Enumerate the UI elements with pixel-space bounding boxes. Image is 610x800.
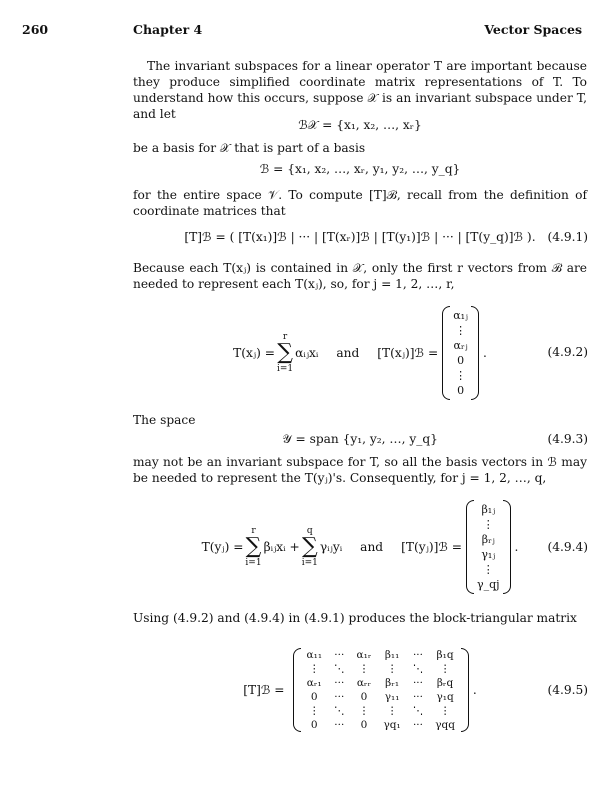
paragraph-5: The space	[133, 413, 196, 427]
matrix-entry: ⋮	[386, 663, 398, 675]
paragraph-2: be a basis for 𝒳 that is part of a basis	[133, 141, 366, 155]
matrix-entry: β₁q	[436, 649, 454, 661]
chapter-label: Chapter 4	[133, 22, 203, 37]
matrix-entry: ···	[334, 649, 345, 661]
equation-4-9-5: [T]ℬ = α₁₁ ··· α₁ᵣ β₁₁ ··· β₁q ⋮ ⋱ ⋮ ⋮ ⋱ ⋮ αᵣ₁ ··· αᵣᵣ βᵣ₁ ··· βᵣq 0 ··· 0 γ₁₁ ··· γ₁q ⋮ ⋱ ⋮ ⋮ ⋱ ⋮ 0 ··· 0 γq₁ ··· γqq .	[243, 649, 477, 731]
equation-4-9-2: T(xⱼ) = r ∑ i=1 αᵢⱼxᵢ and [T(xⱼ)]ℬ = α₁ⱼ ⋮ αᵣⱼ 0 ⋮ 0 .	[133, 298, 587, 408]
vector-entry: ⋮	[482, 563, 494, 576]
equation-basis: ℬ = {x₁, x₂, …, xᵣ, y₁, y₂, …, y_q}	[259, 162, 461, 176]
paragraph-1: The invariant subspaces for a linear operator T are important because they produce simplified coordinate matrix representations of T. To understand how this occurs, suppose 𝒳 is an invariant subspace under T, and let	[133, 59, 587, 121]
matrix-entry: α₁₁	[306, 649, 323, 661]
matrix-entry: ⋱	[412, 705, 424, 717]
matrix-entry: ···	[412, 677, 423, 689]
matrix-entry: 0	[360, 719, 368, 731]
sum-top: r	[282, 332, 288, 342]
sum-symbol: r ∑ i=1	[245, 526, 262, 568]
equation-number-1: (4.9.1)	[547, 230, 588, 244]
matrix-row	[301, 704, 461, 718]
vector-entry: γ_qj	[477, 578, 500, 591]
and-word: and	[336, 346, 360, 360]
eq5-lhs: [T]ℬ =	[243, 683, 285, 697]
matrix-entry: αᵣᵣ	[356, 677, 372, 689]
matrix-entry: ⋮	[386, 705, 398, 717]
vector-entry: ⋮	[482, 518, 494, 531]
matrix-entry: ···	[412, 719, 423, 731]
paragraph-6: may not be an invariant subspace for T, so all the basis vectors in ℬ may be needed to represent the T(yⱼ)'s. Consequently, for j = 1, 2, …, q,	[133, 455, 587, 485]
matrix-entry: ⋮	[439, 663, 451, 675]
matrix-entry: γqq	[435, 719, 455, 731]
equation-number-3: (4.9.3)	[547, 432, 588, 446]
sum-symbol: r ∑ i=1	[276, 332, 294, 374]
eq4-lhs: T(yⱼ) =	[201, 540, 244, 554]
paragraph-7: Using (4.9.2) and (4.9.4) in (4.9.1) produces the block-triangular matrix	[133, 611, 577, 625]
equation-4-9-1: [T]ℬ = ( [T(x₁)]ℬ | ··· | [T(xᵣ)]ℬ | [T(y₁)]ℬ | ··· | [T(y_q)]ℬ ).	[184, 230, 536, 244]
alpha-vector	[442, 306, 479, 400]
matrix-entry: ···	[334, 677, 345, 689]
section-title: Vector Spaces	[484, 22, 582, 37]
beta-gamma-vector	[466, 500, 511, 594]
vector-entry: γ₁ⱼ	[481, 548, 496, 561]
block-triangular-matrix	[293, 648, 469, 732]
equation-number-5: (4.9.5)	[547, 683, 588, 697]
matrix-entry: ⋮	[358, 663, 370, 675]
equation-4-9-4: T(yⱼ) = r ∑ i=1 βᵢⱼxᵢ + q ∑ i=1 γᵢⱼyᵢ and [T(yⱼ)]ℬ = β₁ⱼ ⋮ βᵣⱼ γ₁ⱼ ⋮ γ_qj .	[133, 492, 587, 602]
matrix-entry: ⋮	[309, 663, 320, 675]
matrix-entry: ⋮	[439, 705, 451, 717]
matrix-entry: 0	[360, 691, 368, 703]
matrix-row	[301, 676, 461, 690]
eq2-lhs: T(xⱼ) =	[233, 346, 275, 360]
matrix-entry: γ₁q	[436, 691, 454, 703]
matrix-row	[301, 690, 461, 704]
equation-basis-x: ℬ𝒳 = {x₁, x₂, …, xᵣ}	[298, 118, 422, 132]
matrix-entry: 0	[310, 691, 318, 703]
eq4-rhs: [T(yⱼ)]ℬ =	[401, 540, 463, 554]
matrix-entry: 0	[310, 719, 318, 731]
matrix-entry: ···	[412, 691, 423, 703]
vector-entry: 0	[457, 384, 465, 397]
sum-bottom: i=1	[276, 364, 294, 374]
paragraph-4: Because each T(xⱼ) is contained in 𝒳, only the first r vectors from ℬ are needed to represent each T(xⱼ), so, for j = 1, 2, …, r,	[133, 261, 587, 291]
matrix-entry: ⋮	[309, 705, 320, 717]
vector-entry: 0	[457, 354, 465, 367]
page-number: 260	[22, 22, 49, 37]
matrix-entry: βᵣ₁	[385, 677, 400, 689]
vector-entry: α₁ⱼ	[453, 309, 468, 322]
matrix-entry: ⋱	[412, 663, 424, 675]
equation-number-2: (4.9.2)	[547, 345, 588, 359]
and-word: and	[360, 540, 384, 554]
matrix-entry: βᵣq	[436, 677, 454, 689]
sum-symbol: q ∑ i=1	[301, 526, 318, 568]
equation-number-4: (4.9.4)	[547, 540, 588, 554]
equation-4-9-3: 𝒴 = span {y₁, y₂, …, y_q}	[282, 432, 438, 446]
matrix-entry: γ₁₁	[384, 691, 400, 703]
matrix-entry: ⋱	[334, 705, 345, 717]
matrix-entry: γq₁	[383, 719, 401, 731]
matrix-row	[301, 662, 461, 676]
matrix-entry: ···	[334, 691, 345, 703]
matrix-row	[301, 718, 461, 732]
vector-entry: ⋮	[455, 369, 467, 382]
eq4-sum-term-2: γᵢⱼyᵢ	[319, 540, 343, 554]
eq2-rhs: [T(xⱼ)]ℬ =	[377, 346, 439, 360]
sum-top: q	[306, 526, 313, 536]
vector-entry: βᵣⱼ	[481, 533, 495, 546]
matrix-entry: β₁₁	[384, 649, 400, 661]
eq4-sum-term-1: βᵢⱼxᵢ +	[263, 540, 300, 554]
vector-entry: αᵣⱼ	[453, 339, 468, 352]
sum-bottom: i=1	[245, 558, 262, 568]
matrix-entry: αᵣ₁	[306, 677, 322, 689]
paragraph-3: for the entire space 𝒱. To compute [T]ℬ, recall from the definition of coordinate matrices that	[133, 188, 587, 218]
eq2-sum-term: αᵢⱼxᵢ	[295, 346, 319, 360]
matrix-entry: ···	[334, 719, 345, 731]
vector-entry: β₁ⱼ	[481, 503, 496, 516]
matrix-entry: ⋮	[358, 705, 370, 717]
vector-entry: ⋮	[455, 324, 467, 337]
matrix-row	[301, 648, 461, 662]
matrix-entry: ···	[412, 649, 423, 661]
matrix-entry: ⋱	[334, 663, 345, 675]
sum-bottom: i=1	[301, 558, 318, 568]
sum-top: r	[251, 526, 256, 536]
matrix-entry: α₁ᵣ	[356, 649, 372, 661]
